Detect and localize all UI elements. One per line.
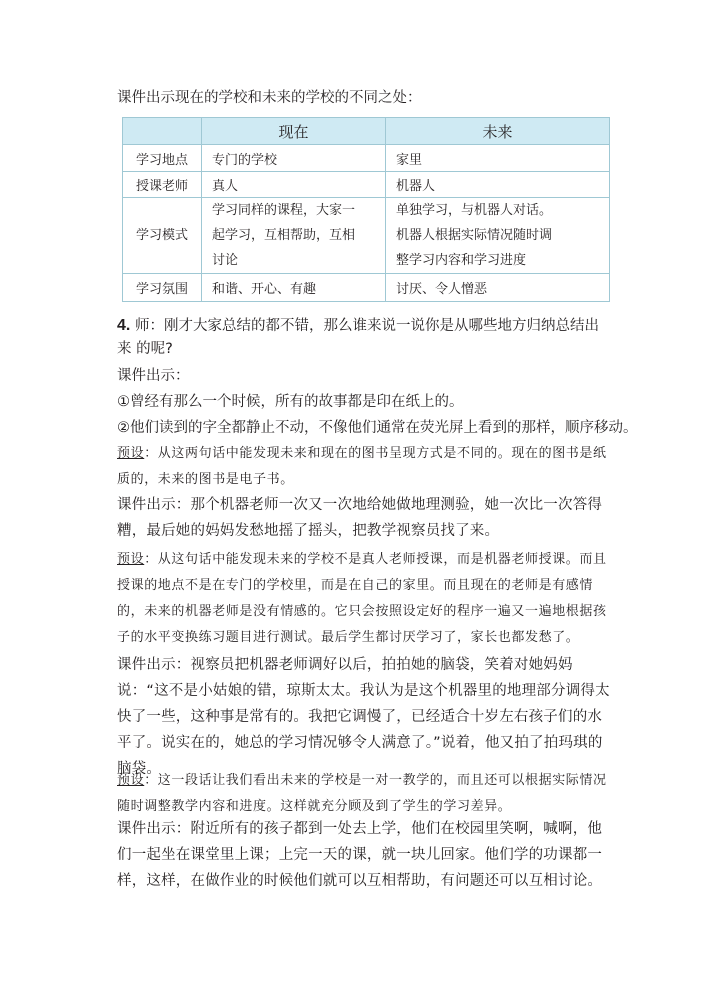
table-header-blank: [123, 118, 202, 145]
table-row: [123, 172, 610, 198]
table-row: [123, 274, 610, 302]
list-item: ②他们读到的字全都静止不动，不像他们通常在荧光屏上看到的那样，顺序移动。: [117, 420, 638, 436]
show-label: 课件出示：: [117, 368, 190, 384]
table-row: [123, 145, 610, 172]
paragraph: 课件出示：附近所有的孩子都到一处去上学，他们在校园里笑啊，喊啊，他们一起坐在课堂里上课；上完一天的课，就一块儿回家。他们学的功课都一样，这样，在做作业的时候他们就可以互相帮助，有问题还可以互相讨论。: [117, 821, 603, 889]
row-label: 学习地点: [123, 145, 202, 172]
table-row: [123, 198, 610, 274]
cell-future: 机器人: [386, 172, 610, 198]
question-4-line2: 来 的呢?: [117, 341, 173, 357]
cell-line: 起学习，互相帮助，互相: [212, 228, 356, 243]
cell-line: 整学习内容和学习进度: [396, 253, 527, 268]
cell-now: 专门的学校: [202, 145, 386, 172]
list-item: ①曾经有那么一个时候，所有的故事都是印在纸上的。: [117, 394, 464, 410]
question-number: 4.: [117, 317, 131, 334]
preset-note: [117, 768, 615, 820]
preset-text: ：从这两句话中能发现未来和现在的图书呈现方式是不同的。现在的图书是纸质的，未来的图书是电子书。: [117, 446, 607, 487]
preset-text: ：这一段话让我们看出未来的学校是一对一教学的，而且还可以根据实际情况随时调整教学内容和进度。这样就充分顾及到了学生的学习差异。: [117, 773, 607, 814]
preset-note: [117, 547, 615, 651]
cell-line: 单独学习，与机器人对话。: [396, 203, 553, 218]
row-label: 学习氛围: [123, 274, 202, 302]
paragraph: 课件出示：那个机器老师一次又一次地给她做地理测验，她一次比一次答得糟，最后她的妈妈发愁地摇了摇头，把教学视察员找了来。: [117, 497, 603, 539]
table-header-now: 现在: [202, 118, 386, 145]
row-label: 授课老师: [123, 172, 202, 198]
question-4-line1: [117, 316, 599, 336]
comparison-table: [122, 117, 610, 302]
cell-future: [386, 198, 610, 274]
cell-line: 学习同样的课程，大家一: [212, 203, 356, 218]
preset-text: ：从这句话中能发现未来的学校不是真人老师授课，而是机器老师授课。而且授课的地点不是在专门的学校里，而是在自己的家里。而且现在的老师是有感情的，未来的机器老师是没有情感的。它只会按照设定好的程序一遍又一遍地根据孩子的水平变换练习题目进行测试。最后学生都讨厌学习了，家长也都发愁了。: [117, 552, 607, 645]
preset-note: [117, 441, 615, 493]
intro-text: 课件出示现在的学校和未来的学校的不同之处：: [117, 90, 422, 106]
cell-line: 讨论: [212, 253, 239, 268]
preset-tag: 预设: [117, 773, 145, 788]
cell-future: 家里: [386, 145, 610, 172]
table-header-future: 未来: [386, 118, 610, 145]
cell-now: [202, 198, 386, 274]
row-label: 学习模式: [123, 198, 202, 274]
cell-now: 真人: [202, 172, 386, 198]
cell-line: 机器人根据实际情况随时调: [396, 228, 553, 243]
cell-now: 和谐、开心、有趣: [202, 274, 386, 302]
question-text: 师：刚才大家总结的都不错，那么谁来说一说你是从哪些地方归纳总结出: [134, 318, 599, 334]
paragraph: 课件出示：视察员把机器老师调好以后，拍拍她的脑袋，笑着对她妈妈说：“这不是小姑娘的错，琼斯太太。我认为是这个机器里的地理部分调得太快了一些，这种事是常有的。我把它调慢了，已经适合十岁左右孩子们的水平了。说实在的，她总的学习情况够令人满意了。”说着，他又拍了拍玛琪的脑袋。: [117, 657, 610, 777]
cell-future: 讨厌、令人憎恶: [386, 274, 610, 302]
preset-tag: 预设: [117, 552, 145, 567]
preset-tag: 预设: [117, 446, 145, 461]
